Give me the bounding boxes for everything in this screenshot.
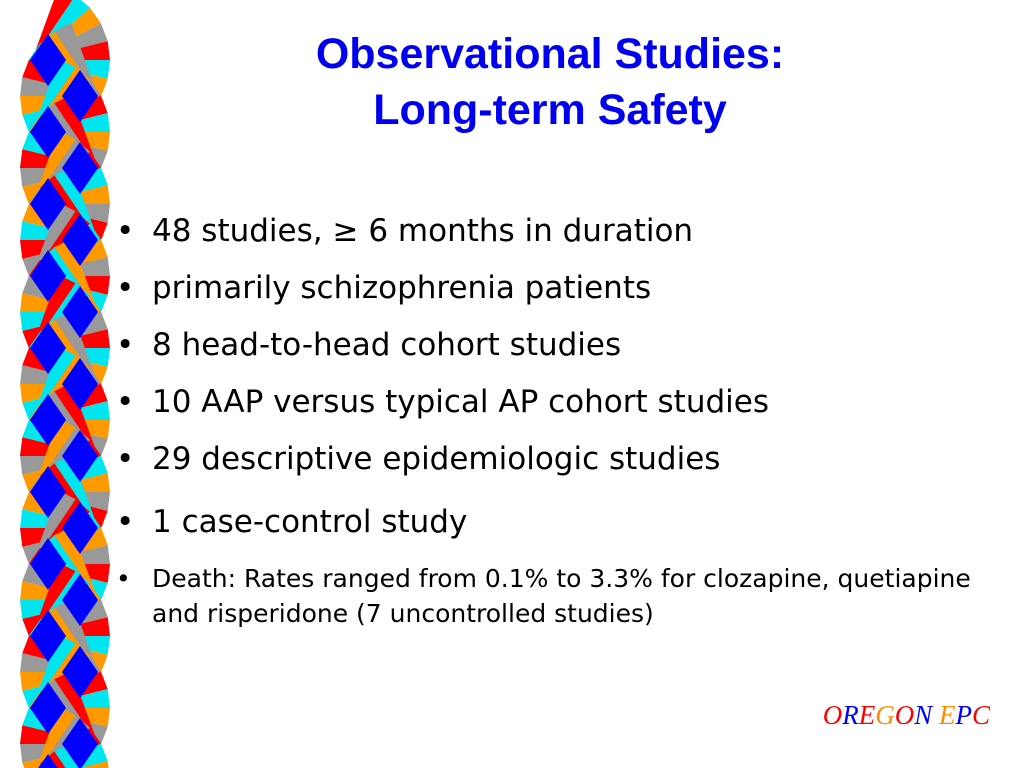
bullet-text: 48 studies,	[152, 213, 333, 249]
bullet-text: 1 case-control study	[152, 504, 468, 540]
bullet-text: primarily schizophrenia patients	[152, 270, 652, 306]
logo-letter: E	[858, 700, 876, 730]
logo-letter: G	[875, 700, 895, 730]
bullet-item	[116, 561, 996, 631]
slide-title-line-2: Long-term Safety	[373, 86, 727, 134]
bullet-item	[116, 494, 996, 551]
decorative-fan-border	[0, 0, 120, 768]
bullet-list	[116, 203, 996, 631]
bullet-item	[116, 317, 996, 374]
bullet-text: 10 AAP versus typical AP cohort studies	[152, 384, 769, 420]
bullet-marker: •	[116, 384, 135, 420]
bullet-marker: •	[116, 213, 135, 249]
bullet-text: Death: Rates ranged from 0.1% to 3.3% for clozapine, quetiapine and risperidone (7 uncontrolled studies)	[152, 564, 971, 628]
bullet-item	[116, 374, 996, 431]
logo-letter: P	[955, 700, 972, 730]
bullet-marker: •	[116, 327, 135, 363]
slide-title-line-1: Observational Studies:	[315, 30, 785, 78]
bullet-marker: •	[116, 564, 131, 593]
logo-letter: O	[894, 700, 915, 730]
bullet-text: 29 descriptive epidemiologic studies	[152, 441, 721, 477]
logo-letter: C	[971, 700, 990, 730]
greater-equal-symbol: ≥	[332, 213, 359, 249]
logo-letter: R	[842, 700, 859, 730]
bullet-text: 8 head-to-head cohort studies	[152, 327, 622, 363]
logo-letter: E	[938, 700, 956, 730]
slide-title	[180, 26, 920, 138]
bullet-item	[116, 203, 996, 260]
logo-letter: O	[822, 700, 843, 730]
bullet-marker: •	[116, 441, 135, 477]
bullet-item	[116, 431, 996, 488]
bullet-item	[116, 260, 996, 317]
logo-letter: N	[914, 700, 933, 730]
bullet-text: 6 months in duration	[358, 213, 694, 249]
bullet-marker: •	[116, 504, 135, 540]
oregon-epc-logo	[823, 700, 990, 731]
logo-letter	[932, 700, 939, 730]
bullet-marker: •	[116, 270, 135, 306]
